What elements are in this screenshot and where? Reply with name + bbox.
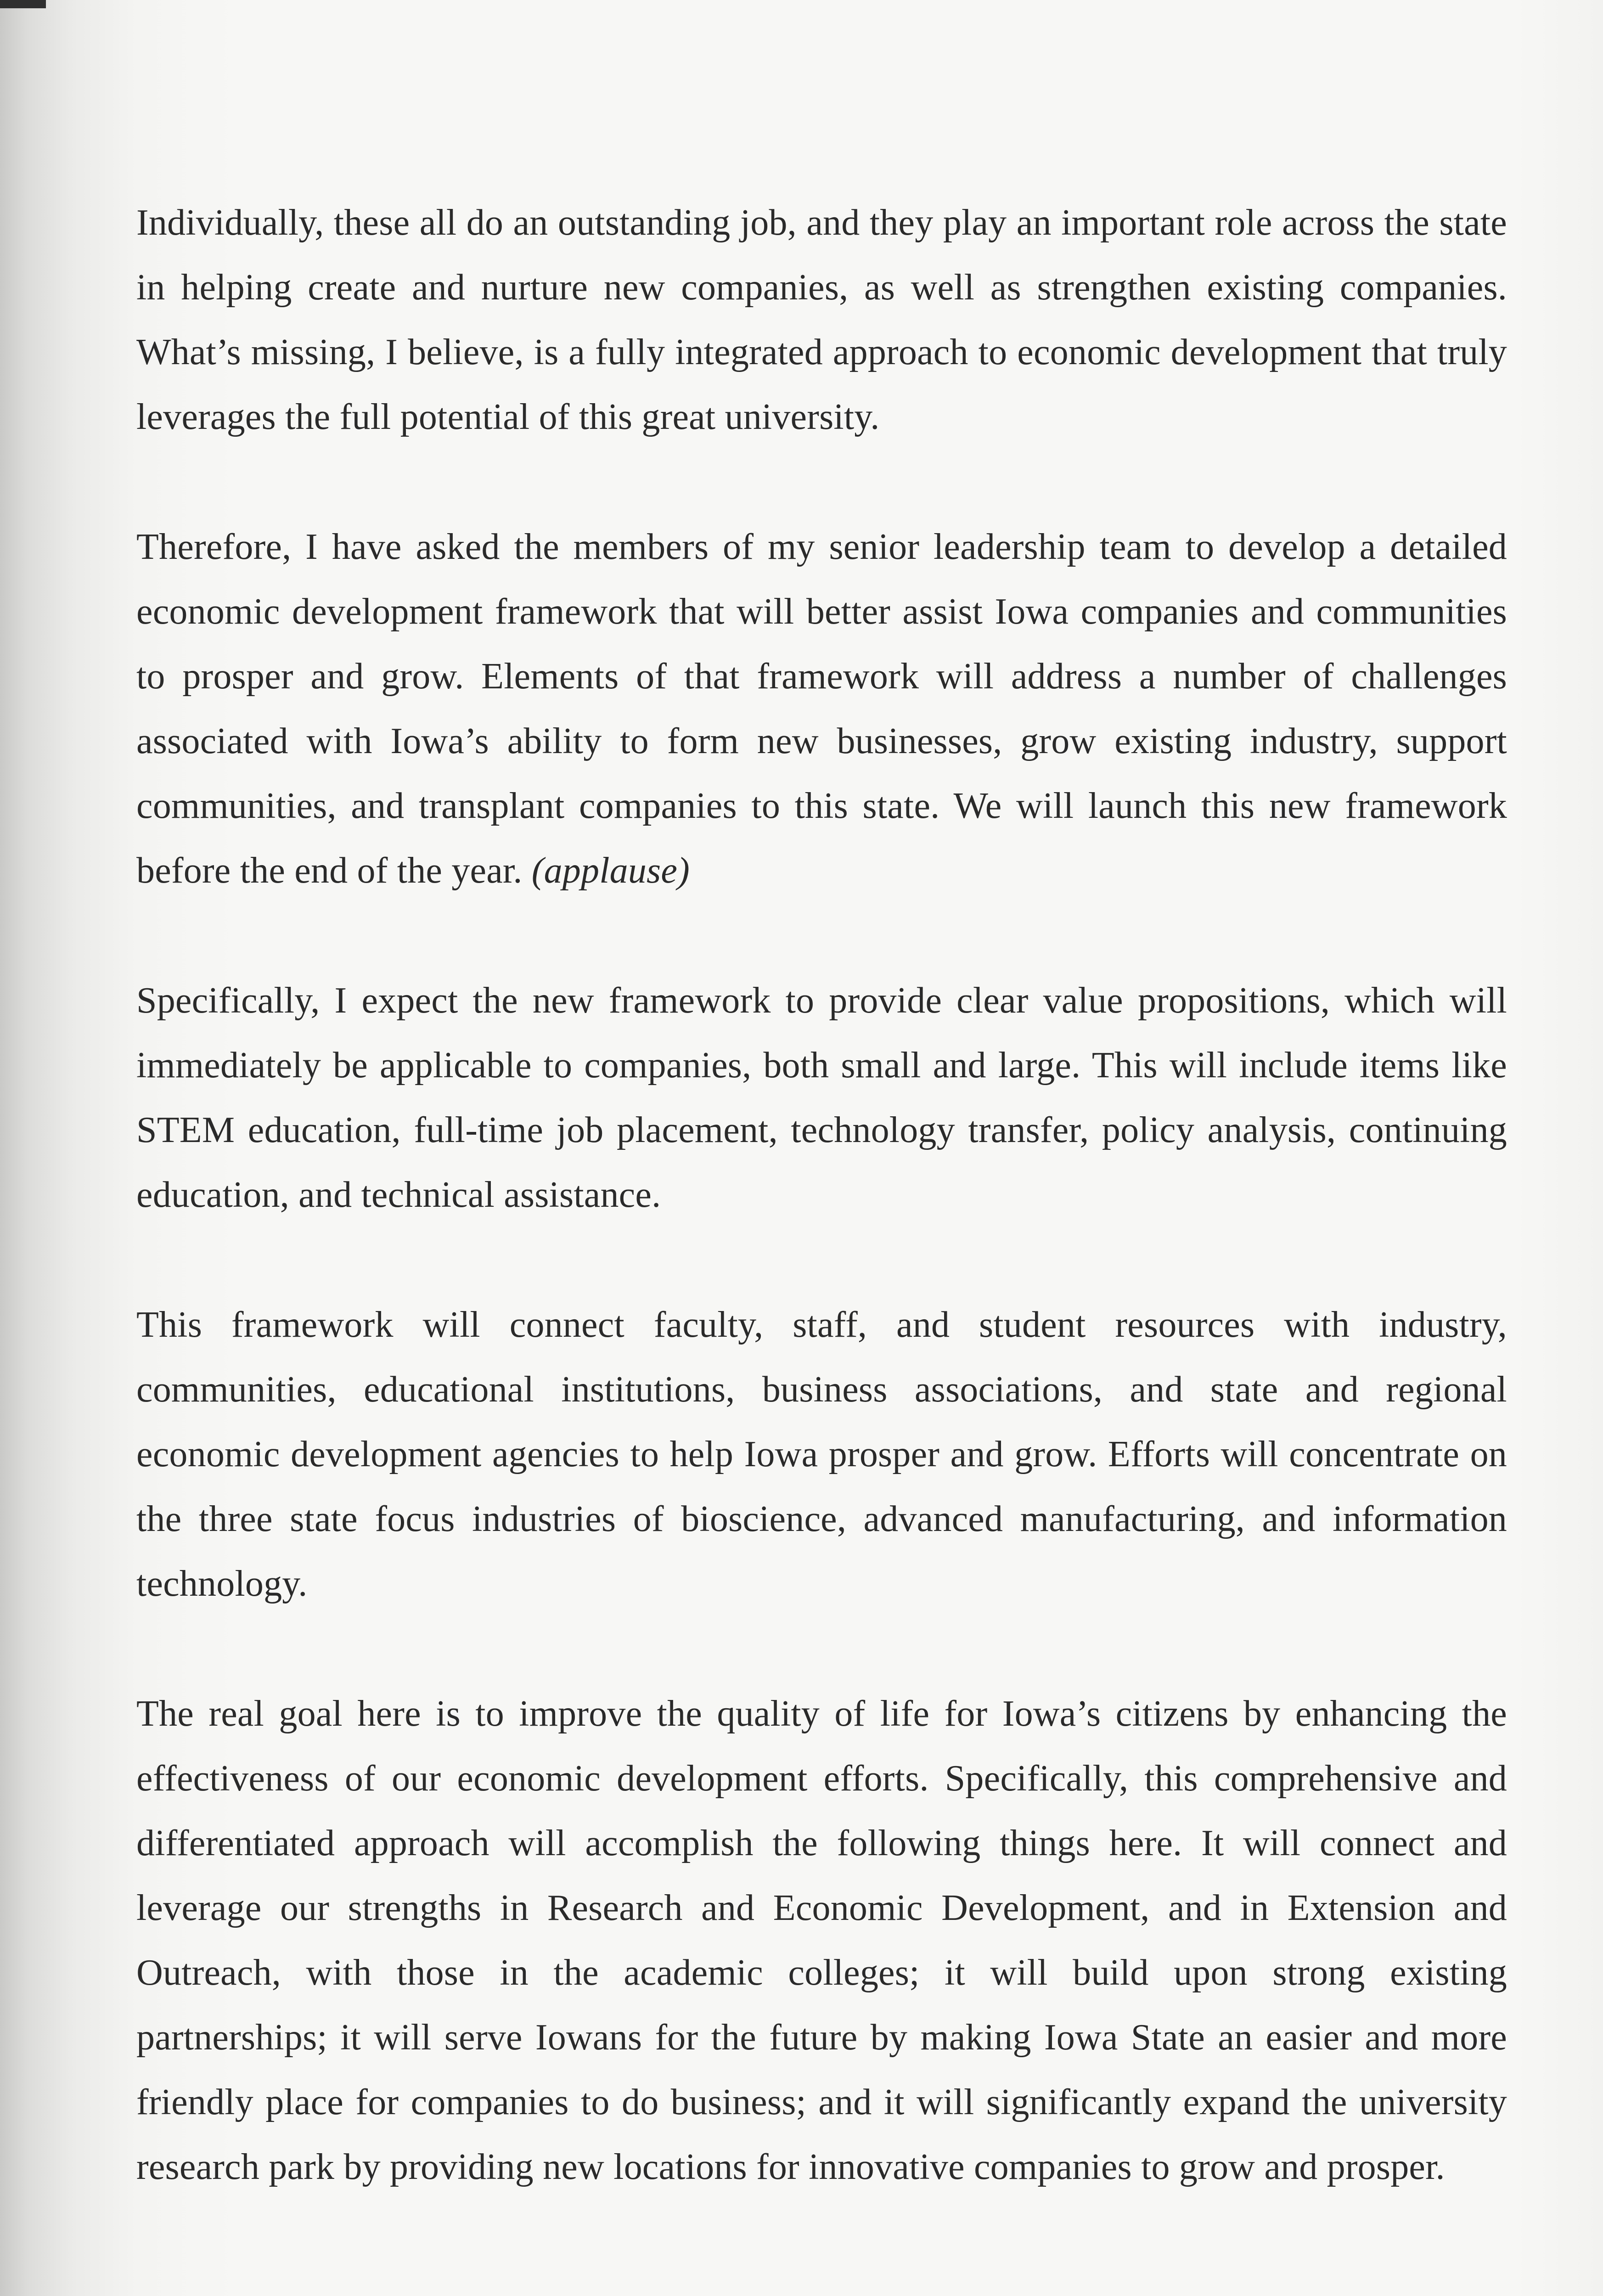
paragraph-5 [136,1682,1507,2200]
paragraph-2-text: Therefore, I have asked the members of my senior leadership team to develop a detailed economic development framework that will better assist Iowa companies and communities to prosper and grow. Elements of that framework will address a number of challenges associated with Iowa’s ability to form new businesses, grow existing industry, support communities, and transplant companies to this state. We will launch this new framework before the end of the year. [136,527,1507,891]
paragraph-2 [136,515,1507,903]
paragraph-3-text: Specifically, I expect the new framework to provide clear value propositions, which will immediately be applicable to companies, both small and large. This will include items like STEM education, full-time job placement, technology transfer, policy analysis, continuing education, and technical assistance. [136,980,1507,1215]
paragraph-5-text: The real goal here is to improve the quality of life for Iowa’s citizens by enhancing the effectiveness of our economic development efforts. Specifically, this comprehensive and differentiated approach will accomplish the following things here. It will connect and leverage our strengths in Research and Economic Development, and in Extension and Outreach, with those in the academic colleges; it will build upon strong existing partnerships; it will serve Iowans for the future by making Iowa State an easier and more friendly place for companies to do business; and it will significantly expand the university research park by providing new locations for innovative companies to grow and prosper. [136,1694,1507,2187]
page-edge-mark [0,0,46,8]
paragraph-4-text: This framework will connect faculty, staff, and student resources with industry, communities, educational institutions, business associations, and state and regional economic development agencies to help Iowa prosper and grow. Efforts will concentrate on the three state focus industries of bioscience, advanced manufacturing, and information technology. [136,1305,1507,1604]
paragraph-1-text: Individually, these all do an outstanding job, and they play an important role across the state in helping create and nurture new companies, as well as strengthen existing companies. What’s missing, I believe, is a fully integrated approach to economic development that truly leverages the full potential of this great university. [136,203,1507,437]
applause-note: (applause) [531,850,690,891]
paragraph-1 [136,191,1507,450]
paragraph-3 [136,968,1507,1227]
paragraph-4 [136,1293,1507,1616]
body-text [136,191,1507,2200]
